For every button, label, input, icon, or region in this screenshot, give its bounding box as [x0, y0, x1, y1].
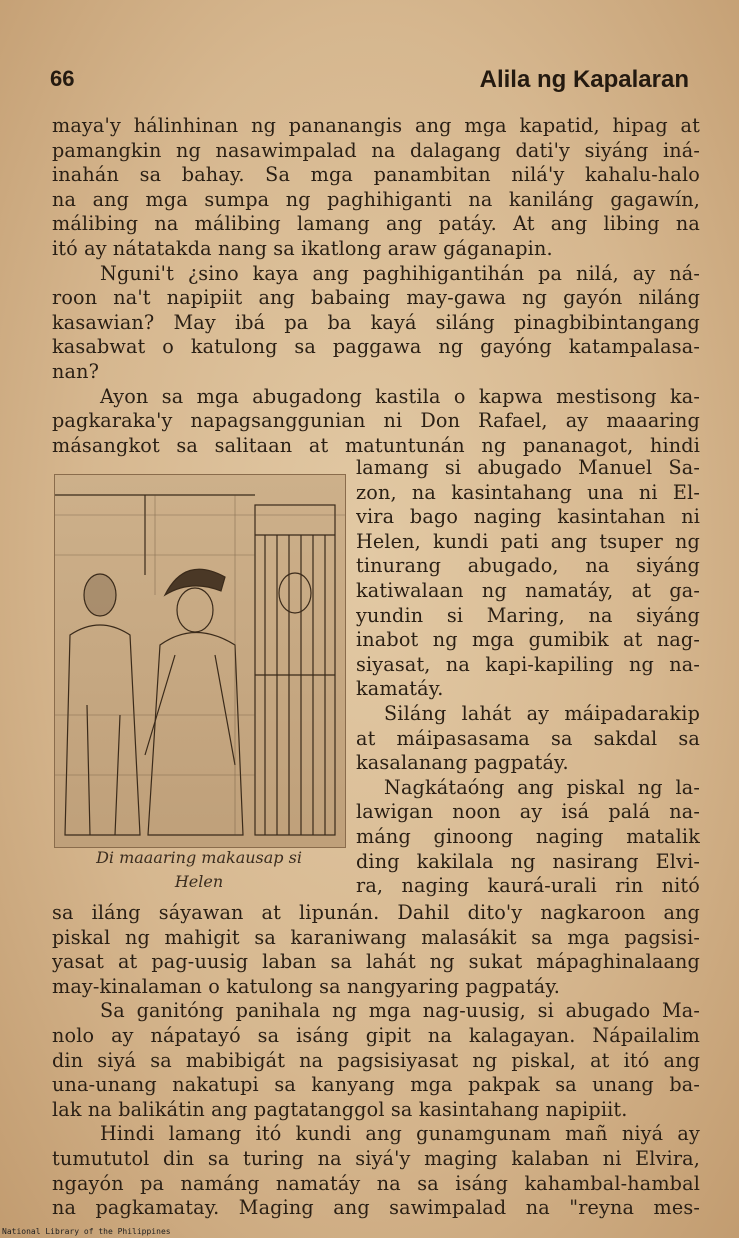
text-line: Nagkátaóng ang piskal ng la- — [384, 775, 700, 799]
page-header — [50, 66, 689, 100]
text-line: zon, na kasintahang una ni El- — [356, 480, 700, 504]
text-line: Ayon sa mga abugadong kastila o kapwa mestisong ka- — [100, 384, 700, 408]
text-line: Nguni't ¿sino kaya ang paghihigantihán pa nilá, ay ná- — [100, 261, 700, 285]
figure-caption — [54, 846, 344, 894]
text-line: kamatáy. — [356, 677, 444, 701]
text-line: yundin si Maring, na siyáng — [356, 603, 700, 627]
text-line: katiwalaan ng namatáy, at ga- — [356, 578, 700, 602]
text-line: pagkaraka'y napagsanggunian ni Don Rafael, ay maaaring — [52, 409, 700, 433]
text-line: siyasat, na kapi-kapiling ng na- — [356, 652, 700, 676]
text-line: Hindi lamang itó kundi ang gunamgunam mañ niyá ay — [100, 1122, 700, 1146]
text-line: Helen, kundi pati ang tsuper ng — [356, 529, 700, 553]
text-line: din siyá sa mabibigát na pagsisiyasat ng piskal, at itó ang — [52, 1048, 700, 1072]
text-line: roon na't napipiit ang babaing may-gawa ng gayón niláng — [52, 286, 700, 310]
text-line: lak na balikátin ang pagtatanggol sa kasintahang napipiit. — [52, 1097, 628, 1121]
text-line: lawigan noon ay isá palá na- — [356, 800, 700, 824]
text-line: ra, naging kaurá-urali rin nitó — [356, 874, 700, 898]
text-line: nan? — [52, 359, 100, 383]
text-line: málibing na málibing lamang ang patáy. At ang libing na — [52, 212, 700, 236]
caption-line: Di maaaring makausap si — [96, 848, 302, 867]
text-line: kasalanang pagpatáy. — [356, 751, 569, 775]
text-line: at máipasasama sa sakdal sa — [356, 726, 700, 750]
text-line: kasawian? May ibá pa ba kayá siláng pinagbibintangang — [52, 310, 700, 334]
text-line: sa iláng sáyawan at lipunán. Dahil dito'y nagkaroon ang — [52, 901, 700, 924]
page-number: 66 — [50, 66, 75, 91]
text-line: may-kinalaman o katulong sa nangyaring pagpatáy. — [52, 974, 561, 998]
text-line: kasabwat o katulong sa paggawa ng gayóng katampalasa- — [52, 335, 700, 359]
text-line: Sa ganitóng panihala ng mga nag-uusig, si abugado Ma- — [100, 999, 700, 1023]
text-line: itó ay nátatakda nang sa ikatlong araw gáganapin. — [52, 236, 553, 260]
caption-line: Helen — [174, 872, 224, 891]
library-footer: National Library of the Philippines — [2, 1227, 171, 1236]
text-block-bottom — [52, 901, 700, 1221]
text-line: yasat at pag-uusig laban sa lahát ng sukat mápaghinalaang — [52, 950, 700, 974]
text-line: lamang si abugado Manuel Sa- — [356, 456, 700, 479]
text-line: inabot ng mga gumibik at nag- — [356, 628, 700, 652]
illustration — [54, 474, 346, 848]
text-line: ngayón pa namáng namatáy na sa isáng kahambal-hambal — [52, 1171, 700, 1195]
text-block-wrapped — [356, 456, 700, 899]
text-block-top — [52, 114, 700, 458]
text-line: másangkot sa salitaan at matuntunán ng pananagot, hindi — [52, 433, 700, 457]
text-line: piskal ng mahigit sa karaniwang malasákit sa mga pagsisi- — [52, 925, 700, 949]
text-line: tinurang abugado, na siyáng — [356, 554, 700, 578]
running-title: Alila ng Kapalaran — [479, 66, 689, 93]
text-line: maya'y hálinhinan ng pananangis ang mga kapatid, hipag at — [52, 114, 700, 137]
prison-scene-drawing — [55, 475, 345, 847]
text-line: pamangkin ng nasawimpalad na dalagang dati'y siyáng iná- — [52, 138, 700, 162]
text-line: na pagkamatay. Maging ang sawimpalad na "reyna mes- — [52, 1196, 700, 1220]
text-line: nolo ay nápatayó sa isáng gipit na kalagayan. Nápailalim — [52, 1023, 700, 1047]
text-line: na ang mga sumpa ng paghihiganti na kaniláng gagawín, — [52, 187, 700, 211]
text-line: Siláng lahát ay máipadarakip — [384, 701, 700, 725]
text-line: tumututol din sa turing na siyá'y maging kalaban ni Elvira, — [52, 1146, 700, 1170]
text-line: inahán sa bahay. Sa mga panambitan nilá'y kahalu-halo — [52, 163, 700, 187]
text-line: ding kakilala ng nasirang Elvi- — [356, 849, 700, 873]
text-line: máng ginoong naging matalik — [356, 824, 700, 848]
text-line: vira bago naging kasintahan ni — [356, 505, 700, 529]
text-line: una-unang nakatupi sa kanyang mga pakpak sa unang ba- — [52, 1073, 700, 1097]
